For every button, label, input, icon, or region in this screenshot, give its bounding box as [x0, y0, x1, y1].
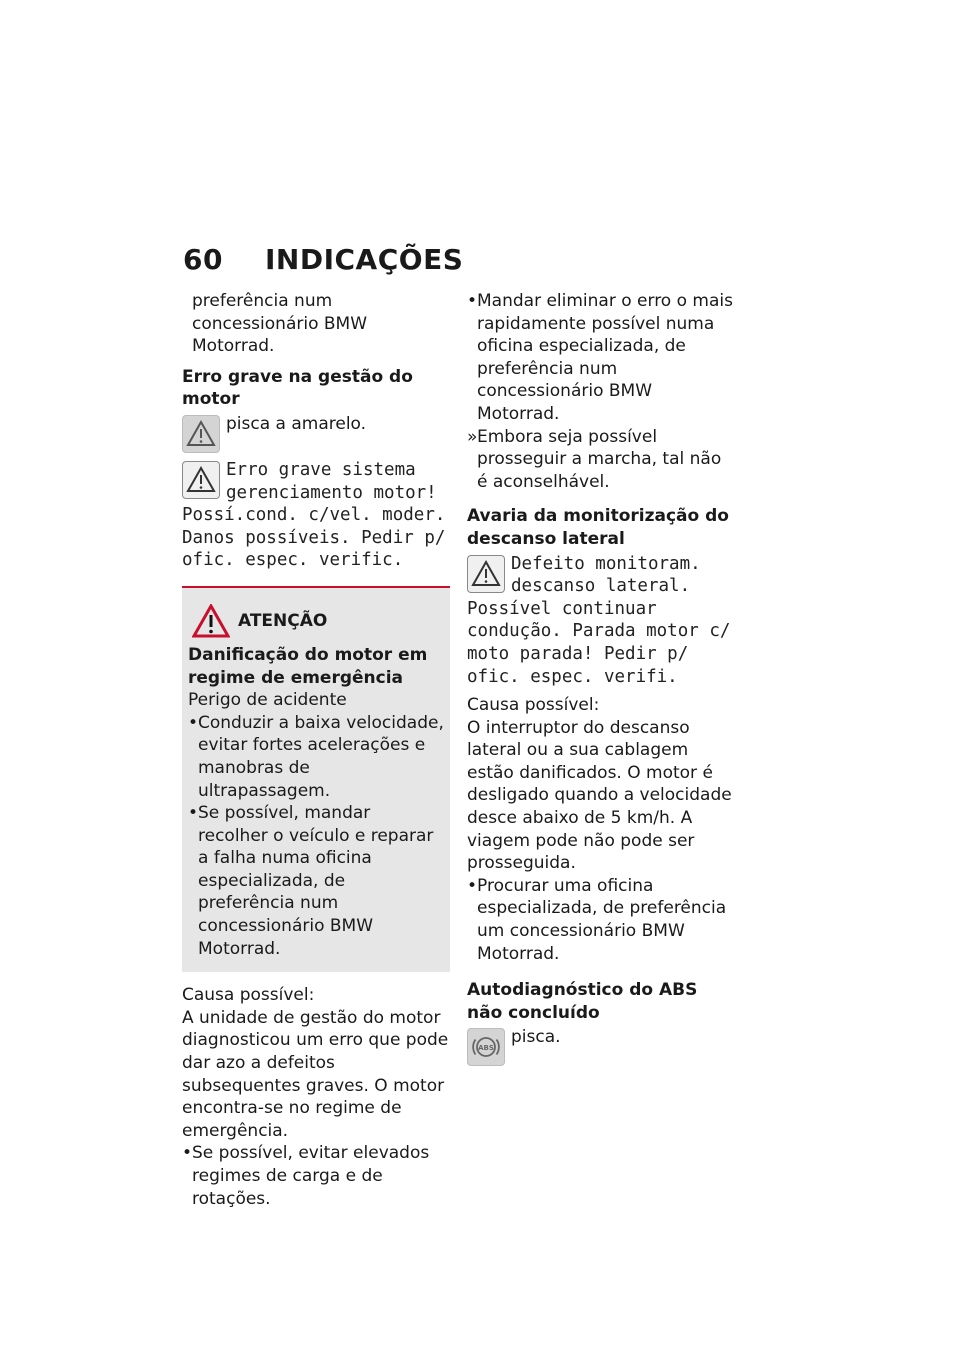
cause-text: O interruptor do descanso lateral ou a sua cablagem estão danificados. O motor é desligado quando a velocidade desce abaixo de 5 km/h. A viagem pode não pode ser prosseguida.: [467, 717, 732, 874]
abs-icon-label: ABS: [478, 1044, 494, 1053]
warning-list: [188, 712, 444, 961]
indicator-text-blinks: pisca.: [511, 1027, 561, 1048]
intro-text: preferência num concessionário BMW Motorrad.: [192, 291, 368, 357]
warning-heading: Danificação do motor em regime de emergência: [188, 644, 428, 688]
display-message-engine-error: Erro grave sistema gerenciamento motor! Possí.cond. c/vel. moder. Danos possíveis. Pedir p/ ofic. espec. verific.: [182, 459, 446, 571]
indicator-row-abs: [467, 1026, 735, 1066]
cause-label: Causa possível:: [467, 695, 600, 716]
page-title: INDICAÇÕES: [265, 243, 464, 276]
list-item: • Conduzir a baixa velocidade, evitar fortes acelerações e manobras de ultrapassagem.: [188, 712, 444, 801]
page-number: 60: [183, 243, 223, 276]
section-heading-abs: Autodiagnóstico do ABS não concluído: [467, 980, 698, 1023]
list-item: • Se possível, evitar elevados regimes de carga e de rotações.: [182, 1143, 430, 1209]
list-item: • Se possível, mandar recolher o veículo e reparar a falha numa oficina especializada, de preferência num concessionário BMW Motorrad.: [188, 803, 434, 959]
warning-box: [182, 586, 450, 972]
warning-red-triangle-icon: [192, 604, 230, 638]
action-list: [467, 875, 735, 965]
cause-label: Causa possível:: [182, 985, 315, 1006]
section-heading-engine-error: Erro grave na gestão do motor: [182, 366, 413, 410]
action-list: [182, 1142, 450, 1210]
warning-triangle-icon: [467, 555, 505, 593]
left-column: [182, 290, 450, 1210]
abs-icon: [467, 1028, 505, 1066]
indicator-row-display-message: [182, 459, 450, 572]
right-column: [467, 290, 735, 1066]
list-item: • Mandar eliminar o erro o mais rapidamente possível numa oficina especializada, de preferência num concessionário BMW Motorrad.: [467, 291, 733, 424]
indicator-row-side-stand: [467, 553, 735, 689]
warning-triangle-icon: [182, 461, 220, 499]
indicator-row-warning-yellow: [182, 413, 450, 453]
cause-text: A unidade de gestão do motor diagnosticou um erro que pode dar azo a defeitos subsequentes graves. O motor encontra-se no regime de emergência.: [182, 1007, 449, 1141]
display-message-side-stand: Defeito monitoram. descanso lateral. Possível continuar condução. Parada motor c/ moto parada! Pedir p/ ofic. espec. verifi.: [467, 553, 731, 687]
action-list: [467, 290, 735, 493]
warning-header: [192, 604, 444, 638]
warning-triangle-icon: [182, 415, 220, 453]
section-heading-side-stand: Avaria da monitorização do descanso lateral: [467, 506, 729, 549]
warning-subheading: Perigo de acidente: [188, 690, 347, 711]
page-header: [183, 243, 463, 276]
list-item: » Embora seja possível prosseguir a marcha, tal não é aconselhável.: [467, 426, 722, 492]
list-item: • Procurar uma oficina especializada, de preferência um concessionário BMW Motorrad.: [467, 875, 727, 964]
indicator-text-blinks-yellow: pisca a amarelo.: [226, 413, 367, 434]
warning-label: ATENÇÃO: [238, 610, 328, 631]
